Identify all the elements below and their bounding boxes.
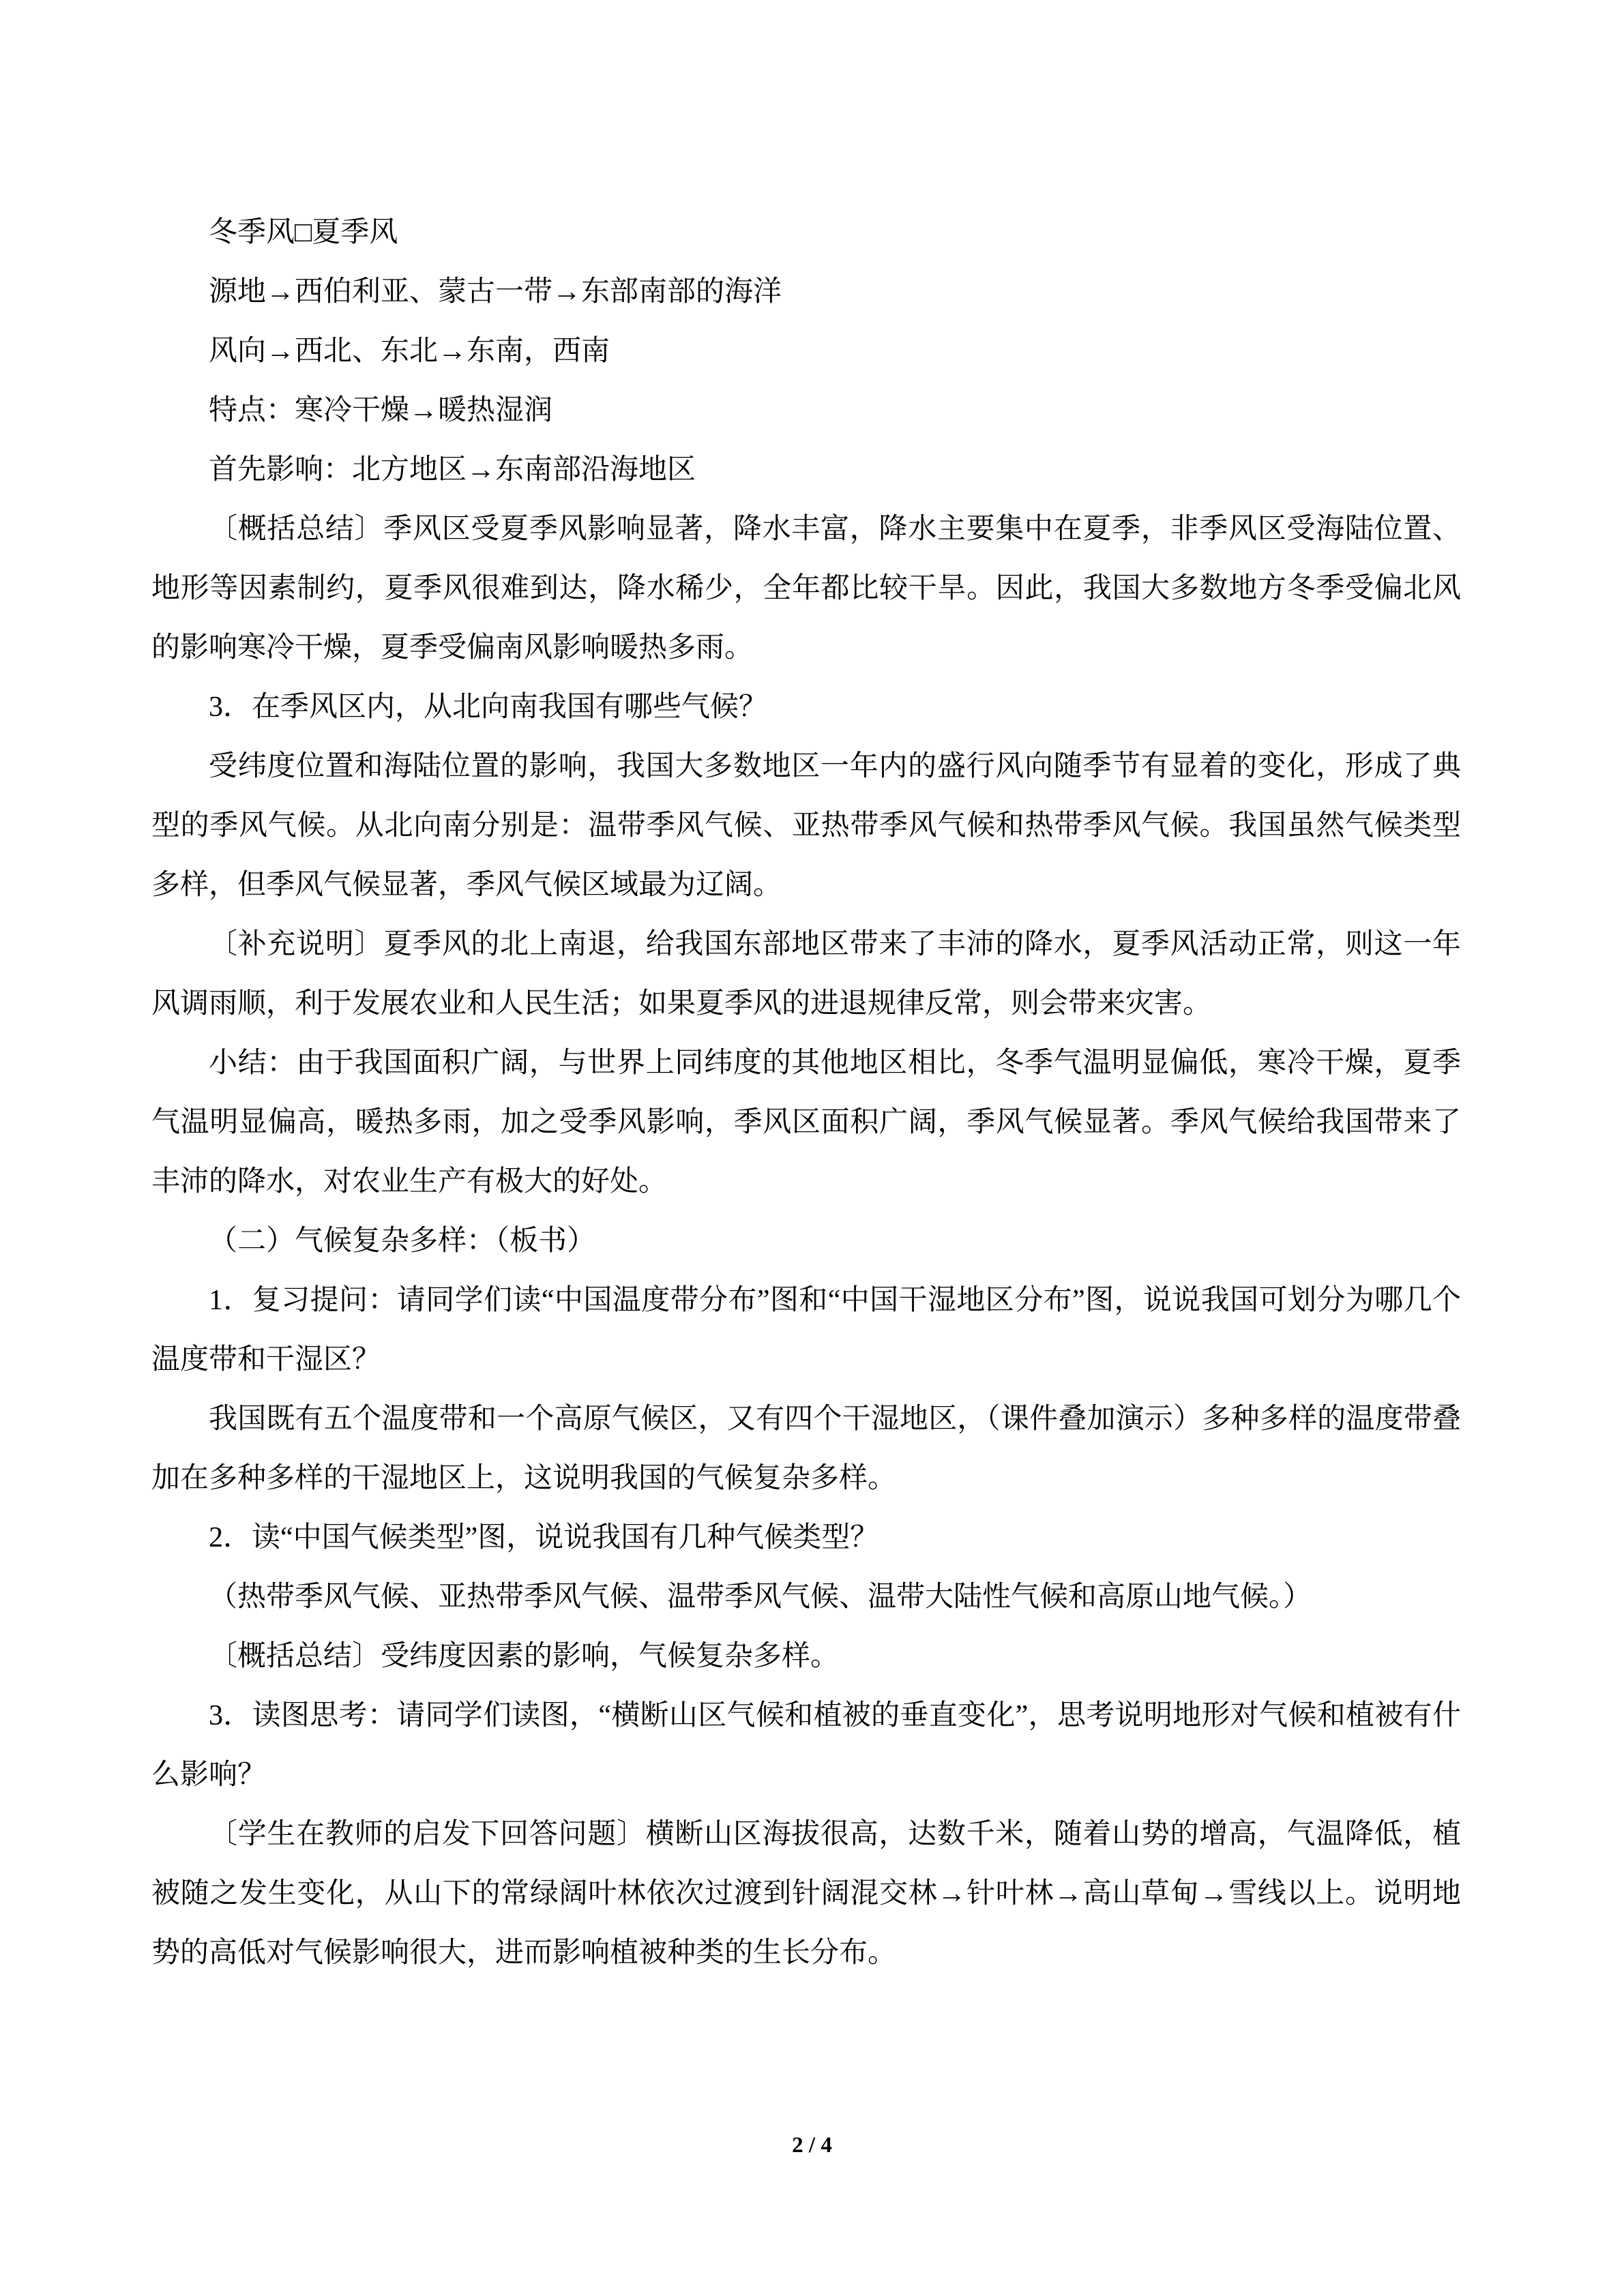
- paragraph: 〔补充说明〕夏季风的北上南退，给我国东部地区带来了丰沛的降水，夏季风活动正常，则这一年风调雨顺，利于发展农业和人民生活；如果夏季风的进退规律反常，则会带来灾害。: [151, 929, 1461, 1019]
- paragraph: 〔概括总结〕受纬度因素的影响，气候复杂多样。: [209, 1641, 840, 1672]
- paragraph: 我国既有五个温度带和一个高原气候区，又有四个干湿地区，（课件叠加演示）多种多样的温度带叠加在多种多样的干湿地区上，这说明我国的气候复杂多样。: [151, 1403, 1461, 1494]
- paragraph: 受纬度位置和海陆位置的影响，我国大多数地区一年内的盛行风向随季节有显着的变化，形成了典型的季风气候。从北向南分别是：温带季风气候、亚热带季风气候和热带季风气候。我国虽然气候类型多样，但季风气候显著，季风气候区域最为辽阔。: [151, 751, 1461, 901]
- paragraph: （二）气候复杂多样：（板书）: [209, 1225, 596, 1257]
- paragraph: 冬季风□夏季风: [209, 217, 398, 248]
- paragraph: 3．读图思考：请同学们读图，“横断山区气候和植被的垂直变化”，思考说明地形对气候和植被有什么影响？: [151, 1700, 1461, 1791]
- paragraph: 〔学生在教师的启发下回答问题〕横断山区海拔很高，达数千米，随着山势的增高，气温降低，植被随之发生变化，从山下的常绿阔叶林依次过渡到针阔混交林→针叶林→高山草甸→雪线以上。说明地势的高低对气候影响很大，进而影响植被种类的生长分布。: [151, 1819, 1461, 1969]
- paragraph: 风向→西北、东北→东南，西南: [209, 336, 610, 367]
- page-number: 2 / 4: [792, 2133, 832, 2158]
- document-body: [151, 203, 1461, 1983]
- paragraph: （热带季风气候、亚热带季风气候、温带季风气候、温带大陆性气候和高原山地气候。）: [209, 1581, 1312, 1613]
- paragraph: 源地→西伯利亚、蒙古一带→东部南部的海洋: [209, 276, 782, 308]
- paragraph: 〔概括总结〕季风区受夏季风影响显著，降水丰富，降水主要集中在夏季，非季风区受海陆位置、地形等因素制约，夏季风很难到达，降水稀少，全年都比较干旱。因此，我国大多数地方冬季受偏北风的影响寒冷干燥，夏季受偏南风影响暖热多雨。: [151, 513, 1461, 664]
- paragraph: 3．在季风区内，从北向南我国有哪些气候？: [209, 691, 768, 723]
- paragraph: 1．复习提问：请同学们读“中国温度带分布”图和“中国干湿地区分布”图，说说我国可划分为哪几个温度带和干湿区？: [151, 1285, 1461, 1375]
- paragraph: 特点：寒冷干燥→暖热湿润: [209, 395, 553, 426]
- paragraph: 小结：由于我国面积广阔，与世界上同纬度的其他地区相比，冬季气温明显偏低，寒冷干燥，夏季气温明显偏高，暖热多雨，加之受季风影响，季风区面积广阔，季风气候显著。季风气候给我国带来了丰沛的降水，对农业生产有极大的好处。: [151, 1047, 1461, 1197]
- paragraph: 2．读“中国气候类型”图，说说我国有几种气候类型？: [209, 1522, 879, 1553]
- paragraph: 首先影响：北方地区→东南部沿海地区: [209, 454, 696, 486]
